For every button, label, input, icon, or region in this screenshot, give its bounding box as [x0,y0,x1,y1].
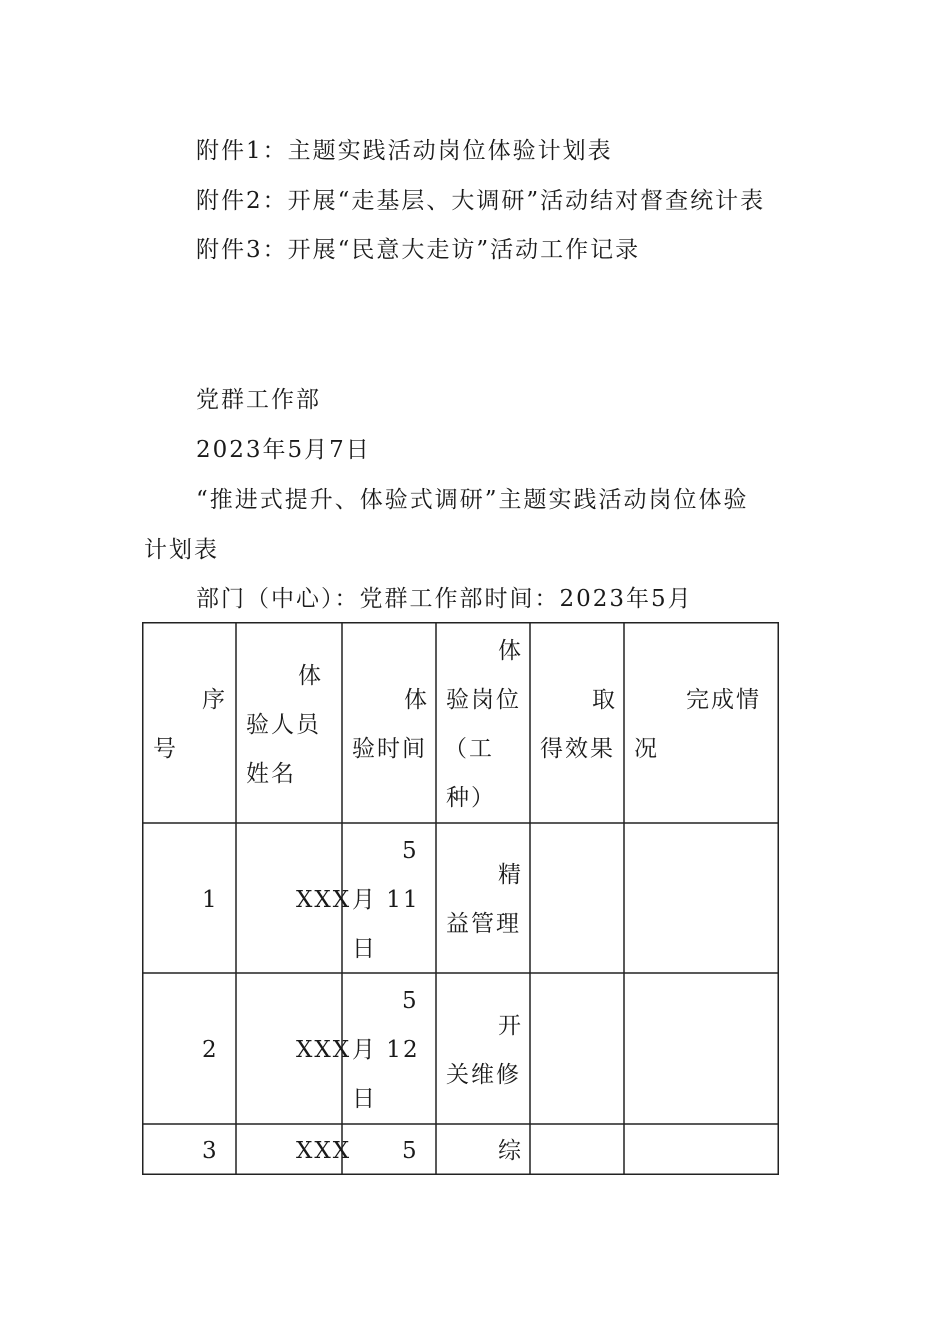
header-post-line3: （工 [444,736,494,762]
row3-time-line1: 5 [402,1138,419,1164]
plan-title-line1: “推进式提升、体验式调研”主题实践活动岗位体验 [196,487,749,513]
row1-time-line2: 月 11 [352,887,420,913]
header-name-line1: 体 [298,663,323,689]
attachment-1: 附件1：主题实践活动岗位体验计划表 [196,138,613,164]
row2-post-line1: 开 [498,1013,523,1039]
header-status-line2: 况 [634,736,659,762]
attachment-2: 附件2：开展“走基层、大调研”活动结对督查统计表 [196,188,766,214]
header-post-line1: 体 [498,638,523,664]
header-name-line2: 验人员 [246,712,321,738]
row2-time-line3: 日 [352,1086,377,1112]
row1-post-line1: 精 [498,862,523,888]
row1-seq: 1 [202,887,219,913]
attachment-3: 附件3：开展“民意大走访”活动工作记录 [196,237,641,263]
header-time-line1: 体 [404,687,429,713]
signature-date: 2023年5月7日 [196,437,371,463]
row3-post-line1: 综 [498,1138,523,1164]
header-status-line1: 完成情 [686,687,761,713]
header-post-line2: 验岗位 [446,687,521,713]
header-seq-line1: 序 [202,687,227,713]
row2-post-line2: 关维修 [446,1062,521,1088]
department-time-line: 部门（中心）：党群工作部时间：2023年5月 [196,586,693,612]
row1-name: XXX [296,887,352,913]
row1-time-line3: 日 [352,936,377,962]
header-effect-line1: 取 [592,687,617,713]
row2-time-line2: 月 12 [352,1037,420,1063]
row2-name: XXX [296,1037,352,1063]
header-effect-line2: 得效果 [540,736,615,762]
row1-time-line1: 5 [402,838,419,864]
row1-post-line2: 益管理 [446,911,521,937]
row3-seq: 3 [202,1138,219,1164]
experience-plan-table [142,622,779,1175]
header-name-line3: 姓名 [246,761,296,787]
header-post-line4: 种） [446,785,496,811]
department-signature: 党群工作部 [196,387,321,413]
row3-name: XXX [296,1138,352,1164]
row2-time-line1: 5 [402,988,419,1014]
header-time-line2: 验时间 [352,736,427,762]
header-seq-line2: 号 [153,736,178,762]
row2-seq: 2 [202,1037,219,1063]
plan-title-line2: 计划表 [144,537,219,563]
